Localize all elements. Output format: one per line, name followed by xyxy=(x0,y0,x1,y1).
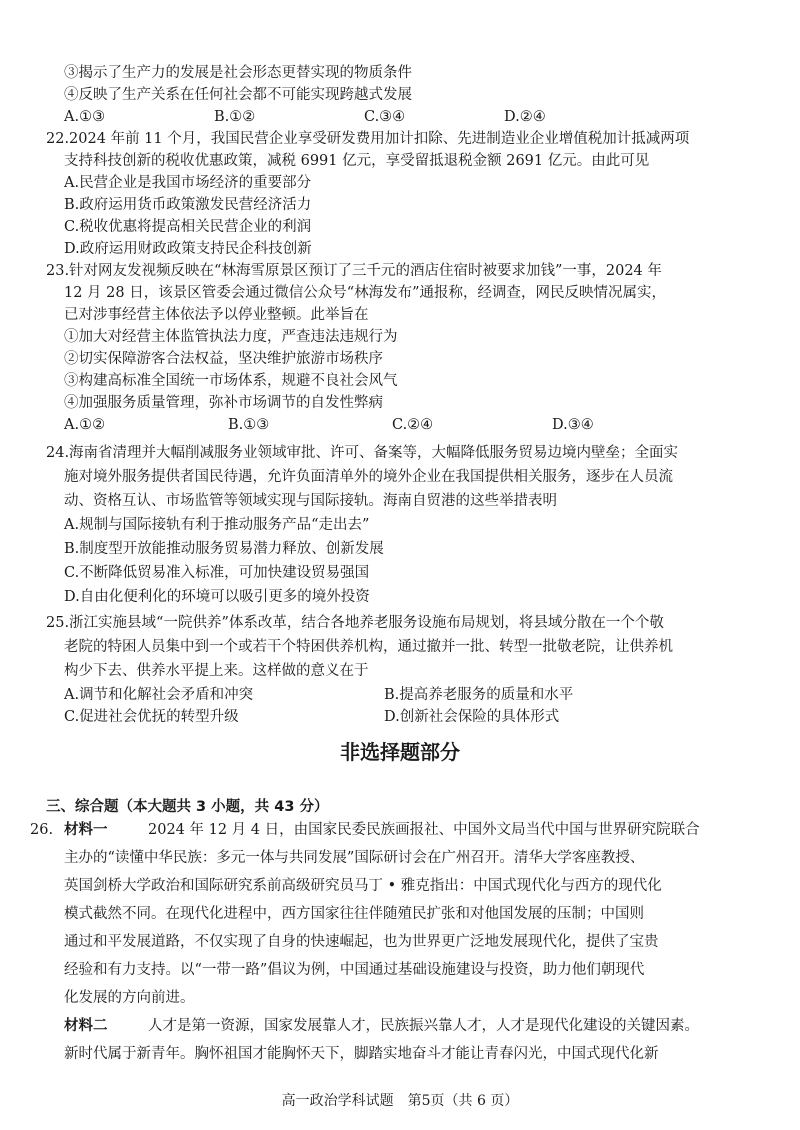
q23-statement-3: ③构建高标准全国统一市场体系，规避不良社会风气 xyxy=(64,373,398,389)
q23-statement-4: ④加强服务质量管理，弥补市场调节的自发性弊病 xyxy=(64,395,383,411)
option-b: B.①② xyxy=(214,109,256,125)
q26-m1-line3: 英国剑桥大学政治和国际研究系前高级研究员马丁 • 雅克指出：中国式现代化与西方的现代化 xyxy=(64,878,662,894)
options-q21 xyxy=(64,106,664,128)
page-footer: 高一政治学科试题 第5页（共 6 页） xyxy=(281,1093,519,1109)
q25-option-b: B.提高养老服务的质量和水平 xyxy=(384,687,574,703)
q26-m2-line1: 人才是第一资源，国家发展靠人才，民族振兴靠人才，人才是现代化建设的关键因素。 xyxy=(148,1018,699,1034)
q24-option-b: B.制度型开放能推动服务贸易潜力释放、创新发展 xyxy=(64,541,384,557)
option-c: C.②④ xyxy=(392,417,434,433)
q23-statement-2: ②切实保障游客合法权益，坚决维护旅游市场秩序 xyxy=(64,351,383,367)
q26-m1-line2: 主办的“读懂中华民族：多元一体与共同发展”国际研讨会在广州召开。清华大学客座教授、 xyxy=(64,850,645,866)
q22-option-c: C.税收优惠将提高相关民营企业的利润 xyxy=(64,219,312,235)
option-a: A.①② xyxy=(64,417,106,433)
option-b: B.①③ xyxy=(228,417,270,433)
part3-heading: 三、综合题（本大题共 3 小题，共 43 分） xyxy=(46,799,329,815)
q25-option-c: C.促进社会优抚的转型升级 xyxy=(64,709,239,725)
q24-option-d: D.自由化便利化的环境可以吸引更多的境外投资 xyxy=(64,589,370,605)
q23-stem-line3: 已对涉事经营主体依法予以停业整顿。此举旨在 xyxy=(64,307,369,323)
q26-m1-line6: 经验和有力支持。以“一带一路”倡议为例，中国通过基础设施建设与投资，助力他们朝现代 xyxy=(64,962,645,978)
q22-stem-line2: 支持科技创新的税收优惠政策，减税 6991 亿元，享受留抵退税金额 2691 亿元。由此可见 xyxy=(64,153,650,169)
q24-option-a: A.规制与国际接轨有利于推动服务产品“走出去” xyxy=(64,517,370,533)
q26-m1-line7: 化发展的方向前进。 xyxy=(64,990,195,1006)
option-d: D.②④ xyxy=(504,109,546,125)
q22-stem-line1: 22.2024 年前 11 个月，我国民营企业享受研发费用加计扣除、先进制造业企业增值税加计抵减两项 xyxy=(46,131,690,147)
q23-statement-1: ①加大对经营主体监管执法力度，严查违法违规行为 xyxy=(64,329,398,345)
q24-option-c: C.不断降低贸易准入标准，可加快建设贸易强国 xyxy=(64,565,370,581)
q22-option-d: D.政府运用财政政策支持民企科技创新 xyxy=(64,241,312,257)
q22-option-a: A.民营企业是我国市场经济的重要部分 xyxy=(64,175,312,191)
statement-4: ④反映了生产关系在任何社会都不可能实现跨越式发展 xyxy=(64,87,412,103)
q25-option-a: A.调节和化解社会矛盾和冲突 xyxy=(64,687,254,703)
q26-m1-line1: 2024 年 12 月 4 日，由国家民委民族画报社、中国外文局当代中国与世界研究院联合 xyxy=(148,822,700,838)
q23-stem-line2: 12 月 28 日，该景区管委会通过微信公众号“林海发布”通报称，经调查，网民反映情况属实， xyxy=(64,285,667,301)
statement-3: ③揭示了生产力的发展是社会形态更替实现的物质条件 xyxy=(64,65,412,81)
q26-number: 26. xyxy=(30,822,54,838)
q25-option-d: D.创新社会保险的具体形式 xyxy=(384,709,560,725)
option-a: A.①③ xyxy=(64,109,106,125)
q22-option-b: B.政府运用货币政策激发民营经济活力 xyxy=(64,197,312,213)
q26-m1-line5: 通过和平发展道路，不仅实现了自身的快速崛起，也为世界更广泛地发展现代化，提供了宝贵 xyxy=(64,934,659,950)
q24-stem-line2: 施对境外服务提供者国民待遇，允许负面清单外的境外企业在我国提供相关服务，逐步在人员流 xyxy=(64,469,673,485)
q23-stem-line1: 23.针对网友发视频反映在“林海雪原景区预订了三千元的酒店住宿时被要求加钱”一事，2024 年 xyxy=(46,263,662,279)
q26-m1-line4: 模式截然不同。在现代化进程中，西方国家往往伴随殖民扩张和对他国发展的压制；中国则 xyxy=(64,906,644,922)
options-q23 xyxy=(64,414,664,436)
q25-stem-line2: 老院的特困人员集中到一个或若干个特困供养机构，通过撤并一批、转型一批敬老院，让供养机 xyxy=(64,639,673,655)
q24-stem-line1: 24.海南省清理并大幅削减服务业领域审批、许可、备案等，大幅降低服务贸易边境内壁垒；全面实 xyxy=(46,445,679,461)
option-d: D.③④ xyxy=(552,417,594,433)
q24-stem-line3: 动、资格互认、市场监管等领域实现与国际接轨。海南自贸港的这些举措表明 xyxy=(64,493,557,509)
q26-material2-label: 材料二 xyxy=(64,1018,108,1034)
q25-stem-line1: 25.浙江实施县域“一院供养”体系改革，结合各地养老服务设施布局规划，将县域分散在一个个敬 xyxy=(46,615,664,631)
section-title: 非选择题部分 xyxy=(340,740,460,764)
q26-m2-line2: 新时代属于新青年。胸怀祖国才能胸怀天下，脚踏实地奋斗才能让青春闪光，中国式现代化新 xyxy=(64,1046,659,1062)
option-c: C.③④ xyxy=(364,109,406,125)
q25-stem-line3: 构少下去、供养水平提上来。这样做的意义在于 xyxy=(64,663,369,679)
q26-material1-label: 材料一 xyxy=(64,822,108,838)
